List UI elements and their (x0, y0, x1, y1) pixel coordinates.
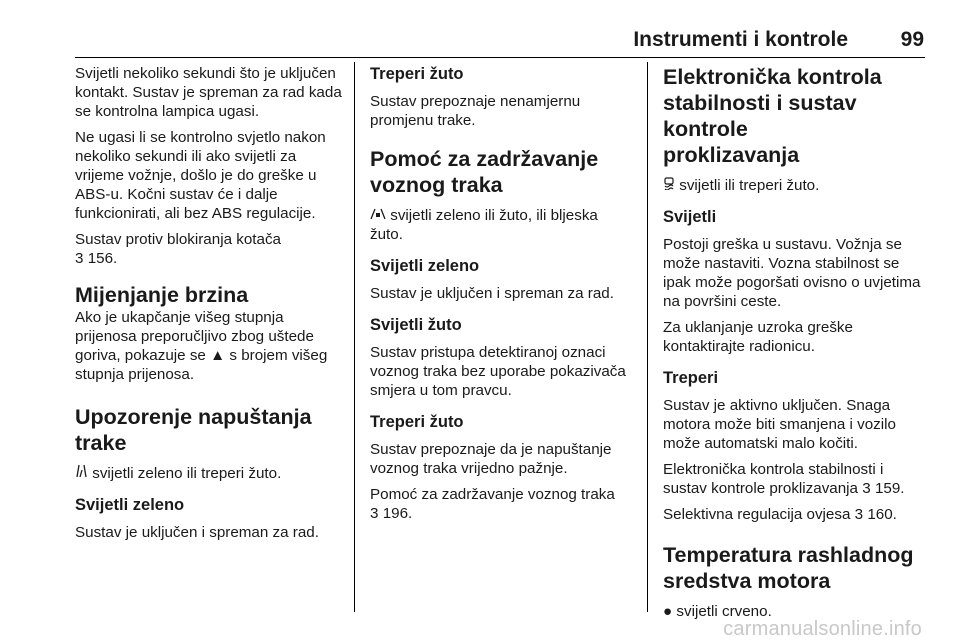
paragraph (663, 176, 928, 195)
page-ref: 196. (382, 505, 413, 522)
section-heading-esc (663, 64, 928, 168)
heading-line: voznog traka (370, 173, 503, 197)
column-divider (354, 62, 355, 612)
lane-keep-assist-icon (370, 207, 386, 220)
page-ref-arrow: 3 (370, 505, 379, 522)
subheading: Svijetli žuto (370, 316, 462, 334)
paragraph: Sustav je uključen i spreman za rad. (75, 524, 319, 541)
subheading: Svijetli (663, 208, 717, 226)
column-3 (663, 64, 928, 628)
subheading: Treperi žuto (370, 413, 464, 431)
paragraph-text: Pomoć za zadržavanje voznog traka (370, 486, 615, 503)
section-heading-gear: Mijenjanje brzina (75, 283, 249, 307)
paragraph: Sustav je aktivno uključen. Snaga motora može biti smanjena i vozilo može automatski malo kočiti. (663, 397, 896, 452)
paragraph-text: s brojem višeg stupnja prijenosa. (75, 347, 328, 383)
page-title: Instrumenti i kontrole (633, 28, 848, 51)
paragraph (663, 460, 928, 498)
paragraph (75, 230, 347, 268)
page-ref-arrow: 3 (862, 480, 871, 497)
column-divider (647, 62, 648, 612)
paragraph: Sustav prepoznaje da je napuštanje voznog traka vrijedno pažnje. (370, 441, 612, 477)
subheading: Treperi žuto (370, 65, 464, 83)
section-heading-lane-warning (75, 404, 347, 456)
lane-departure-icon (75, 464, 88, 478)
page-ref-arrow: 3 (75, 250, 84, 267)
header-rule (75, 57, 925, 58)
paragraph-text: svijetli ili treperi žuto. (679, 177, 820, 194)
paragraph (663, 505, 928, 524)
paragraph (370, 485, 635, 523)
paragraph (370, 206, 635, 244)
heading-line: proklizavanja (663, 143, 800, 167)
paragraph: Postoji greška u sustavu. Vožnja se može nastaviti. Vozna stabilnost se ipak može pogoršati ovisno o uvjetima na površini ceste. (663, 236, 921, 310)
section-heading-coolant (663, 542, 928, 594)
upshift-arrow-icon: ▲ (210, 347, 226, 364)
page-ref: 160. (867, 506, 897, 523)
paragraph: Sustav prepoznaje nenamjernu promjenu trake. (370, 93, 581, 129)
page-ref: 156. (87, 250, 118, 267)
heading-line: stabilnosti i sustav kontrole (663, 91, 857, 141)
page-ref: 159. (874, 480, 905, 497)
paragraph: Sustav je uključen i spreman za rad. (370, 285, 614, 302)
paragraph: Ne ugasi li se kontrolno svjetlo nakon nekoliko sekundi ili ako svijetli za vrijeme vožnje, došlo je do greške u ABS-u. Kočni sustav će i dalje funkcionirati, ali bez ABS regulacije. (75, 129, 326, 222)
subheading: Svijetli zeleno (75, 496, 185, 514)
paragraph-text: Selektivna regulacija ovjesa (663, 506, 851, 523)
subheading: Treperi (663, 369, 719, 387)
heading-line: Elektronička kontrola (663, 65, 882, 89)
paragraph-text: svijetli zeleno ili žuto, ili bljeska žuto. (370, 207, 598, 243)
heading-line: trake (75, 431, 127, 455)
subheading: Svijetli zeleno (370, 257, 480, 275)
column-1 (75, 64, 347, 549)
heading-line: Temperatura rashladnog (663, 543, 914, 567)
watermark: carmanualsonline.info (723, 618, 922, 640)
coolant-warning-icon: ● (663, 603, 673, 620)
esc-icon (663, 177, 675, 190)
heading-line: Pomoć za zadržavanje (370, 147, 599, 171)
paragraph (75, 308, 347, 384)
paragraph: Sustav pristupa detektiranoj oznaci voznog traka bez uporabe pokazivača smjera u tom pravcu. (370, 344, 626, 399)
paragraph-text: svijetli zeleno ili treperi žuto. (92, 465, 282, 482)
paragraph: Za uklanjanje uzroka greške kontaktirajte radionicu. (663, 319, 853, 355)
paragraph-text: Sustav protiv blokiranja kotača (75, 231, 281, 248)
paragraph-text: Elektronička kontrola stabilnosti i sustav kontrole proklizavanja (663, 461, 884, 497)
page-header (0, 28, 960, 58)
heading-line: sredstva motora (663, 569, 831, 593)
column-2 (370, 64, 635, 530)
page-number: 99 (900, 28, 924, 51)
paragraph-text: svijetli crveno. (676, 603, 772, 620)
paragraph (75, 464, 347, 483)
section-heading-lane-keep (370, 146, 635, 198)
paragraph-text: Ako je ukapčanje višeg stupnja prijenosa preporučljivo zbog uštede goriva, pokazuje se (75, 309, 314, 364)
heading-line: Upozorenje napuštanja (75, 405, 312, 429)
paragraph: Svijetli nekoliko sekundi što je uključen kontakt. Sustav je spreman za rad kada se kontrolna lampica ugasi. (75, 65, 342, 120)
page-ref-arrow: 3 (854, 506, 864, 523)
